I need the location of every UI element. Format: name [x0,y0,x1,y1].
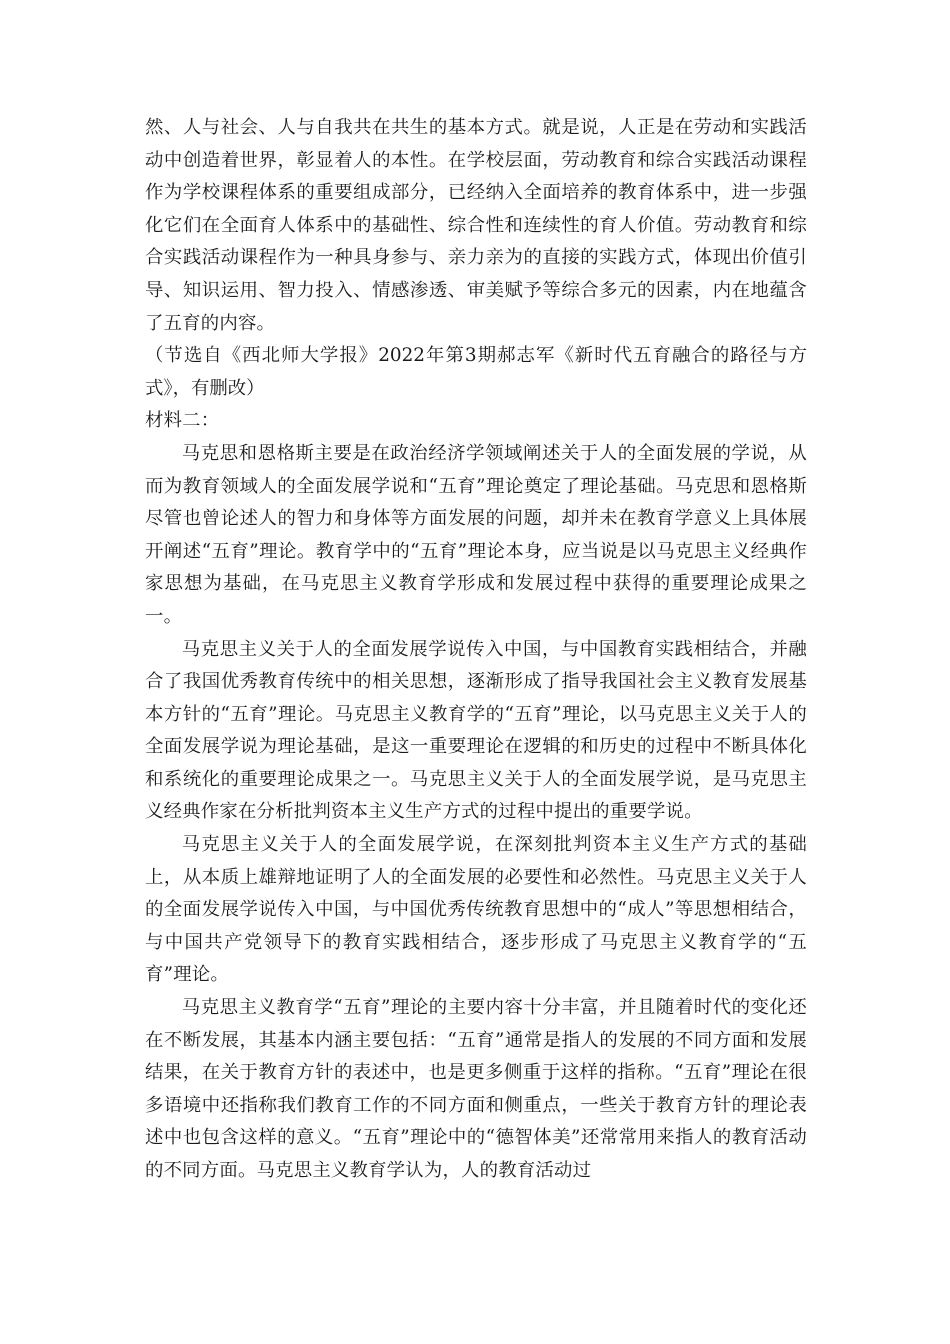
paragraph-continued: 然、人与社会、人与自我共在共生的基本方式。就是说，人正是在劳动和实践活动中创造着世界，彰显着人的本性。在学校层面，劳动教育和综合实践活动课程作为学校课程体系的重要组成部分，已经纳入全面培养的教育体系中，进一步强化它们在全面育人体系中的基础性、综合性和连续性的育人价值。劳动教育和综合实践活动课程作为一种具身参与、亲力亲为的直接的实践方式，体现出价值引导、知识运用、智力投入、情感渗透、审美赋予等综合多元的因素，内在地蕴含了五育的内容。 [145,117,807,334]
paragraph-1: 马克思和恩格斯主要是在政治经济学领域阐述关于人的全面发展的学说，从而为教育领域人的全面发展学说和“五育”理论奠定了理论基础。马克思和恩格斯尽管也曾论述人的智力和身体等方面发展的问题，却并未在教育学意义上具体展开阐述“五育”理论。教育学中的“五育”理论本身，应当说是以马克思主义经典作家思想为基础，在马克思主义教育学形成和发展过程中获得的重要理论成果之一。 [145,442,807,627]
section-heading: 材料二： [145,410,220,432]
paragraph-3: 马克思主义关于人的全面发展学说，在深刻批判资本主义生产方式的基础上，从本质上雄辩地证明了人的全面发展的必要性和必然性。马克思主义关于人的全面发展学说传入中国，与中国优秀传统教育思想中的“成人”等思想相结合，与中国共产党领导下的教育实践相结合，逐步形成了马克思主义教育学的“五育”理论。 [145,834,807,986]
paragraph-4: 马克思主义教育学“五育”理论的主要内容十分丰富，并且随着时代的变化还在不断发展，其基本内涵主要包括：“五育”通常是指人的发展的不同方面和发展结果，在关于教育方针的表述中，也是更多侧重于这样的指称。“五育”理论在很多语境中还指称我们教育工作的不同方面和侧重点，一些关于教育方针的理论表述中也包含这样的意义。“五育”理论中的“德智体美”还常常用来指人的教育活动的不同方面。马克思主义教育学认为，人的教育活动过 [145,997,807,1181]
document-page [145,112,807,1188]
paragraph-2: 马克思主义关于人的全面发展学说传入中国，与中国教育实践相结合，并融合了我国优秀教育传统中的相关思想，逐渐形成了指导我国社会主义教育发展基本方针的“五育”理论。马克思主义教育学的“五育”理论，以马克思主义关于人的全面发展学说为理论基础，是这一重要理论在逻辑的和历史的过程中不断具体化和系统化的重要理论成果之一。马克思主义关于人的全面发展学说，是马克思主义经典作家在分析批判资本主义生产方式的过程中提出的重要学说。 [145,638,807,823]
source-citation: （节选自《西北师大学报》2022年第3期郝志军《新时代五育融合的路径与方式》，有删改） [145,345,807,399]
